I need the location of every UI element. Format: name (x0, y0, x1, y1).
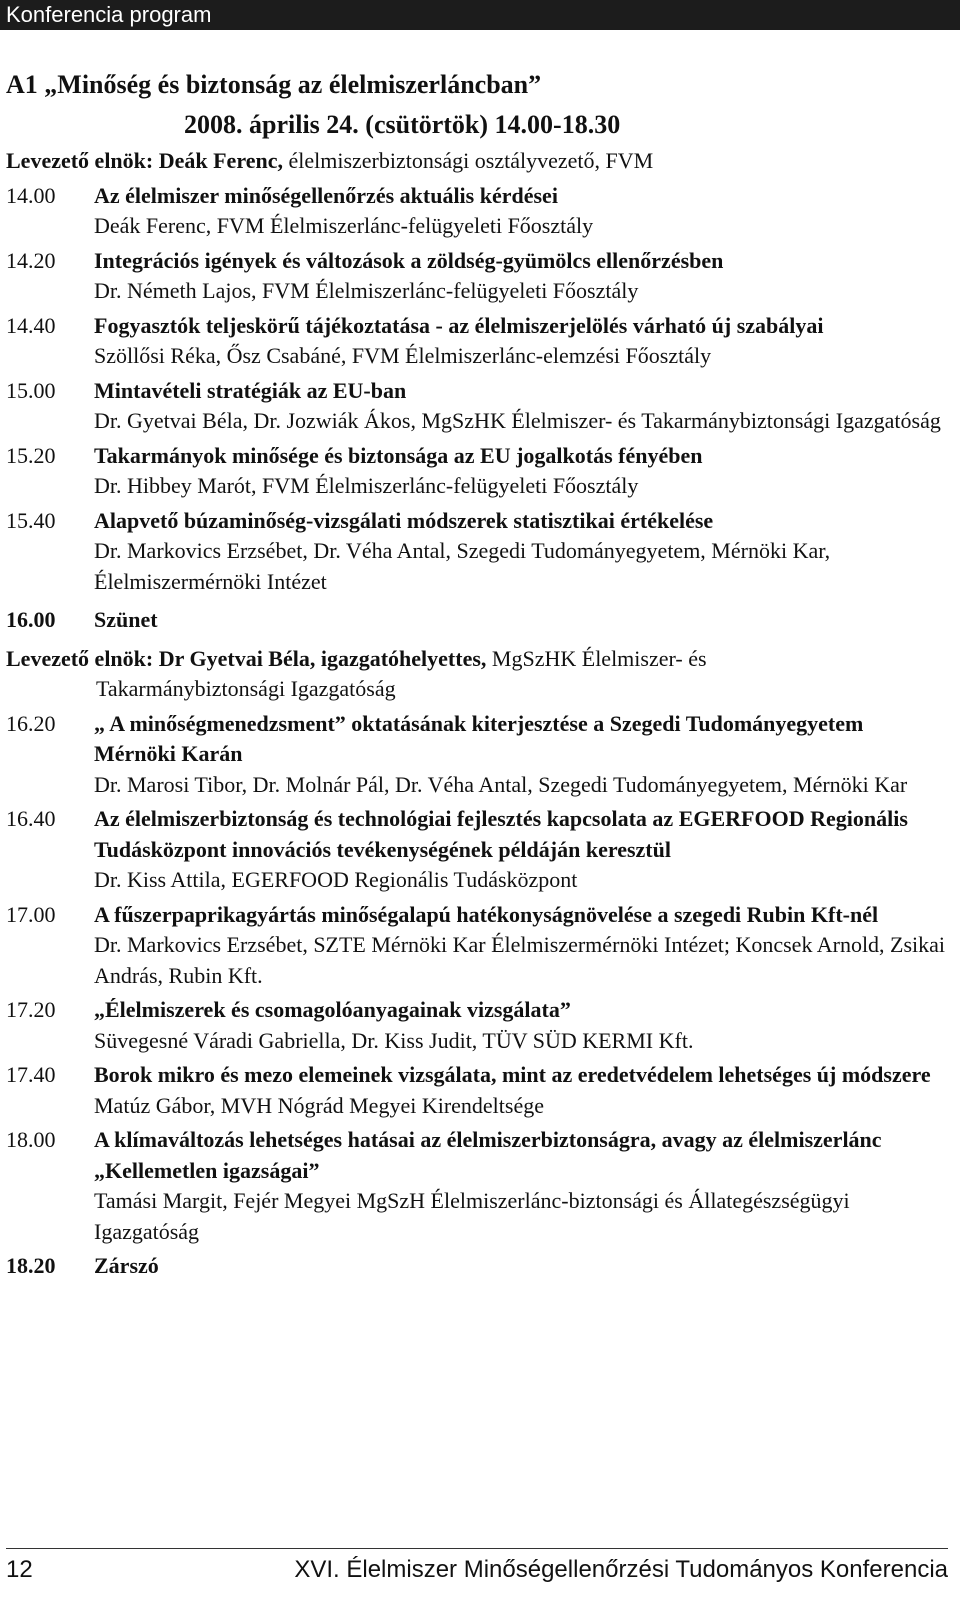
item-title: „Élelmiszerek és csomagolóanyagainak vizsgálata” (94, 997, 571, 1022)
section-title: A1 „Minőség és biztonság az élelmiszerláncban” (6, 70, 542, 99)
program-item (6, 376, 946, 437)
header-title: Konferencia program (6, 2, 212, 27)
item-title: Az élelmiszerbiztonság és technológiai fejlesztés kapcsolata az EGERFOOD Regionális Tudásközpont innovációs tevékenységének példáján keresztül (94, 806, 908, 862)
program-item (6, 995, 946, 1056)
item-time: 14.40 (6, 312, 56, 338)
item-speaker: Dr. Markovics Erzsébet, Dr. Véha Antal, Szegedi Tudományegyetem, Mérnöki Kar, Élelmiszermérnöki Intézet (94, 538, 831, 594)
item-speaker: Dr. Markovics Erzsébet, SZTE Mérnöki Kar Élelmiszermérnöki Intézet; Koncsek Arnold, Zsikai András, Rubin Kft. (94, 932, 946, 988)
item-speaker: Dr. Gyetvai Béla, Dr. Jozwiák Ákos, MgSzHK Élelmiszer- és Takarmánybiztonsági Igazgatóság (94, 408, 941, 433)
item-title: Integrációs igények és változások a zöldség-gyümölcs ellenőrzésben (94, 247, 724, 273)
item-title: Mintavételi stratégiák az EU-ban (94, 377, 407, 403)
program-item (6, 1125, 946, 1247)
item-time: 16.20 (6, 710, 56, 736)
item-speaker: Szöllősi Réka, Ősz Csabáné, FVM Élelmiszerlánc-elemzési Főosztály (94, 343, 712, 368)
item-speaker: Dr. Kiss Attila, EGERFOOD Regionális Tudásközpont (94, 867, 578, 892)
item-time: 18.20 (6, 1253, 56, 1278)
chair-org: Takarmánybiztonsági Igazgatóság (96, 676, 396, 701)
item-time: 17.00 (6, 901, 56, 927)
item-title: Fogyasztók teljeskörű tájékoztatása - az élelmiszerjelölés várható új szabályai (94, 312, 824, 338)
item-title: Az élelmiszer minőségellenőrzés aktuális kérdései (94, 182, 558, 208)
page-header (0, 0, 960, 30)
item-time: 16.40 (6, 806, 56, 831)
session-chair-2 (6, 644, 946, 705)
item-speaker: Tamási Margit, Fejér Megyei MgSzH Élelmiszerlánc-biztonsági és Állategészségügyi Igazgatóság (94, 1188, 850, 1244)
program-item (6, 1060, 946, 1121)
chair-label: Levezető elnök: Deák Ferenc, (6, 148, 283, 173)
program-item (6, 900, 946, 992)
program-item (6, 804, 946, 896)
item-time: 14.00 (6, 182, 56, 208)
item-title: Szünet (94, 607, 158, 632)
conference-name: XVI. Élelmiszer Minőségellenőrzési Tudományos Konferencia (294, 1556, 948, 1583)
program-item (6, 441, 946, 502)
page-number: 12 (6, 1556, 33, 1583)
section-date: 2008. április 24. (csütörtök) 14.00-18.30 (184, 110, 621, 139)
item-time: 17.40 (6, 1062, 56, 1087)
session-2-items (6, 709, 946, 1248)
program-item (6, 181, 946, 242)
session-chair-1 (6, 146, 946, 177)
chair-role: MgSzHK Élelmiszer- és (486, 645, 707, 671)
item-title: A fűszerpaprikagyártás minőségalapú hatékonyságnövelése a szegedi Rubin Kft-nél (94, 901, 879, 927)
item-time: 15.20 (6, 442, 56, 468)
item-time: 15.00 (6, 377, 56, 403)
item-title: A klímaváltozás lehetséges hatásai az élelmiszerbiztonságra, avagy az élelmiszerlánc „Kellemetlen igazságai” (94, 1127, 882, 1183)
item-time: 14.20 (6, 247, 56, 273)
closing-item (6, 1251, 946, 1282)
page-footer (6, 1548, 948, 1587)
program-content (6, 56, 946, 1282)
item-speaker: Matúz Gábor, MVH Nógrád Megyei Kirendeltsége (94, 1092, 544, 1118)
item-time: 18.00 (6, 1127, 56, 1152)
program-item (6, 506, 946, 598)
chair-role: élelmiszerbiztonsági osztályvezető, FVM (282, 148, 654, 173)
item-time: 16.00 (6, 607, 56, 632)
chair-label: Levezető elnök: Dr Gyetvai Béla, igazgatóhelyettes, (6, 645, 487, 671)
item-speaker: Dr. Németh Lajos, FVM Élelmiszerlánc-felügyeleti Főosztály (94, 278, 639, 303)
item-speaker: Deák Ferenc, FVM Élelmiszerlánc-felügyeleti Főosztály (94, 213, 594, 238)
program-item (6, 311, 946, 372)
item-speaker: Dr. Marosi Tibor, Dr. Molnár Pál, Dr. Véha Antal, Szegedi Tudományegyetem, Mérnöki Kar (94, 771, 908, 797)
program-item (6, 709, 946, 801)
item-time: 15.40 (6, 507, 56, 533)
session-1-items (6, 181, 946, 598)
item-title: „ A minőségmenedzsment” oktatásának kiterjesztése a Szegedi Tudományegyetem Mérnöki Karán (94, 710, 864, 766)
item-title: Borok mikro és mezo elemeinek vizsgálata, mint az eredetvédelem lehetséges új módszere (94, 1062, 931, 1087)
item-speaker: Süvegesné Váradi Gabriella, Dr. Kiss Judit, TÜV SÜD KERMI Kft. (94, 1027, 694, 1053)
break-item (6, 605, 946, 636)
item-speaker: Dr. Hibbey Marót, FVM Élelmiszerlánc-felügyeleti Főosztály (94, 473, 639, 498)
item-title: Alapvető búzaminőség-vizsgálati módszerek statisztikai értékelése (94, 507, 714, 533)
item-title: Zárszó (94, 1253, 159, 1278)
program-item (6, 246, 946, 307)
item-time: 17.20 (6, 997, 56, 1022)
item-title: Takarmányok minősége és biztonsága az EU jogalkotás fényében (94, 442, 703, 468)
